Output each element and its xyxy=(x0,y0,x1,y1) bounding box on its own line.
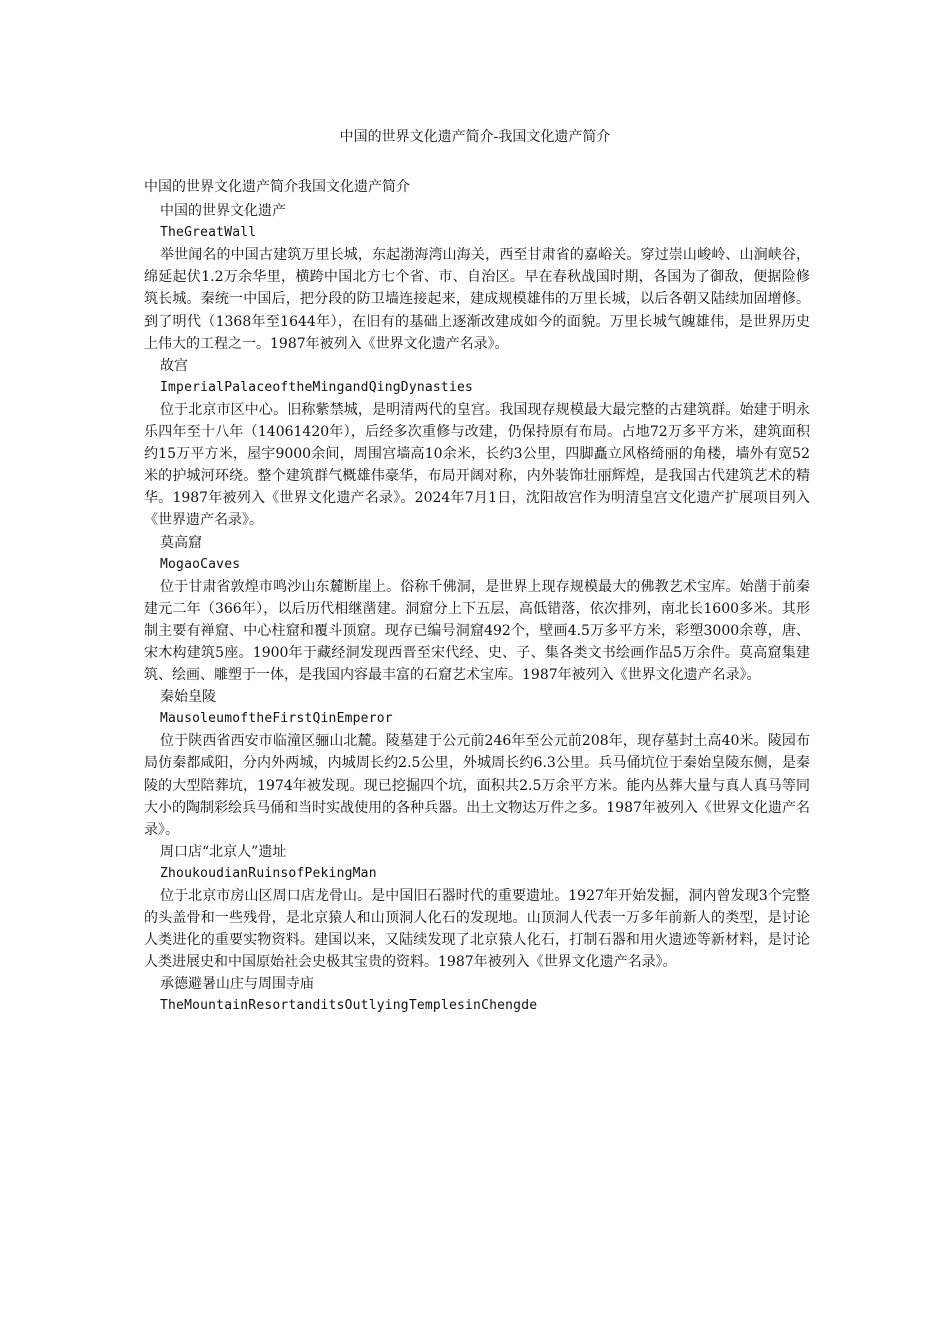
site-english-name: MausoleumoftheFirstQinEmperor xyxy=(160,711,393,727)
site-english-name: TheGreatWall xyxy=(160,225,257,241)
site-english-name: MogaoCaves xyxy=(160,556,241,572)
site-description: 位于甘肃省敦煌市鸣沙山东麓断崖上。俗称千佛洞，是世界上现存规模最大的佛教艺术宝库。始凿于前秦建元二年（366年），以后历代相继凿建。洞窟分上下五层，高低错落，依次排列，南北长1600多米。其形制主要有禅窟、中心柱窟和覆斗顶窟。现存已编号洞窟492个，壁画4.5万多平方米，彩塑3000余尊，唐、宋木构建筑5座。1900年于藏经洞发现西晋至宋代经、史、子、集各类文书绘画作品5万余件。莫高窟集建筑、绘画、雕塑于一体，是我国内容最丰富的石窟艺术宝库。1987年被列入《世界文化遗产名录》。 xyxy=(144,578,810,684)
site-chinese-name: 莫高窟 xyxy=(160,534,202,551)
document-title: 中国的世界文化遗产简介-我国文化遗产简介 xyxy=(339,129,611,145)
site-description: 位于陕西省西安市临潼区骊山北麓。陵墓建于公元前246年至公元前208年，现存墓封土高40米。陵园布局仿秦都咸阳，分内外两城，内城周长约2.5公里，外城周长约6.3公里。兵马俑坑位于秦始皇陵东侧，是秦陵的大型陪葬坑，1974年被发现。现已挖掘四个坑，面积共2.5万余平方米。能内丛葬大量与真人真马等同大小的陶制彩绘兵马俑和当时实战使用的各种兵器。出土文物达万件之多。1987年被列入《世界文化遗产名录》。 xyxy=(144,733,810,838)
intro-heading: 中国的世界文化遗产简介我国文化遗产简介 xyxy=(144,179,410,195)
site-english-name: ZhoukoudianRuinsofPekingMan xyxy=(160,865,377,881)
site-description: 位于北京市区中心。旧称紫禁城，是明清两代的皇宫。我国现存规模最大最完整的古建筑群。始建于明永乐四年至十八年（14061420年），后经多次重修与改建，仍保持原有布局。占地72万多平方米，建筑面积约15万平方米，屋宇9000余间，周围宫墙高10余米，长约3公里，四脚矗立风格绮丽的角楼，墙外有宽52米的护城河环绕。整个建筑群气概雄伟豪华，布局开阔对称，内外装饰壮丽辉煌，是我国古代建筑艺术的精华。1987年被列入《世界文化遗产名录》。2024年7月1日，沈阳故宫作为明清皇宫文化遗产扩展项目列入《世界遗产名录》。 xyxy=(144,401,810,529)
site-chinese-name: 承德避暑山庄与周围寺庙 xyxy=(160,976,314,993)
site-description: 位于北京市房山区周口店龙骨山。是中国旧石器时代的重要遗址。1927年开始发掘，洞内曾发现3个完整的头盖骨和一些残骨，是北京猿人和山顶洞人化石的发现地。山顶洞人代表一万多年前新人的类型，是讨论人类进化的重要实物资料。建国以来，又陆续发现了北京猿人化石，打制石器和用火遗迹等新材料，是讨论人类进展史和中国原始社会史极其宝贵的资料。1987年被列入《世界文化遗产名录》。 xyxy=(144,888,810,971)
section-heading: 中国的世界文化遗产 xyxy=(160,203,286,220)
site-chinese-name: 秦始皇陵 xyxy=(160,689,216,706)
document-body xyxy=(144,176,810,1018)
site-chinese-name: 周口店“北京人”遗址 xyxy=(160,843,287,860)
site-english-name: ImperialPalaceoftheMingandQingDynasties xyxy=(160,379,474,395)
site-english-name: TheMountainResortanditsOutlyingTemplesinChengde xyxy=(160,998,538,1014)
site-description: 举世闻名的中国古建筑万里长城，东起渤海湾山海关，西至甘肃省的嘉峪关。穿过崇山峻岭、山涧峡谷，绵延起伏1.2万余华里，横跨中国北方七个省、市、自治区。早在春秋战国时期，各国为了御敌，便据险修筑长城。秦统一中国后，把分段的防卫墙连接起来，建成规模雄伟的万里长城，以后各朝又陆续加固增修。到了明代（1368年至1644年），在旧有的基础上逐渐改建成如今的面貌。万里长城气魄雄伟，是世界历史上伟大的工程之一。1987年被列入《世界文化遗产名录》。 xyxy=(144,247,810,352)
site-chinese-name: 故宫 xyxy=(160,357,188,374)
